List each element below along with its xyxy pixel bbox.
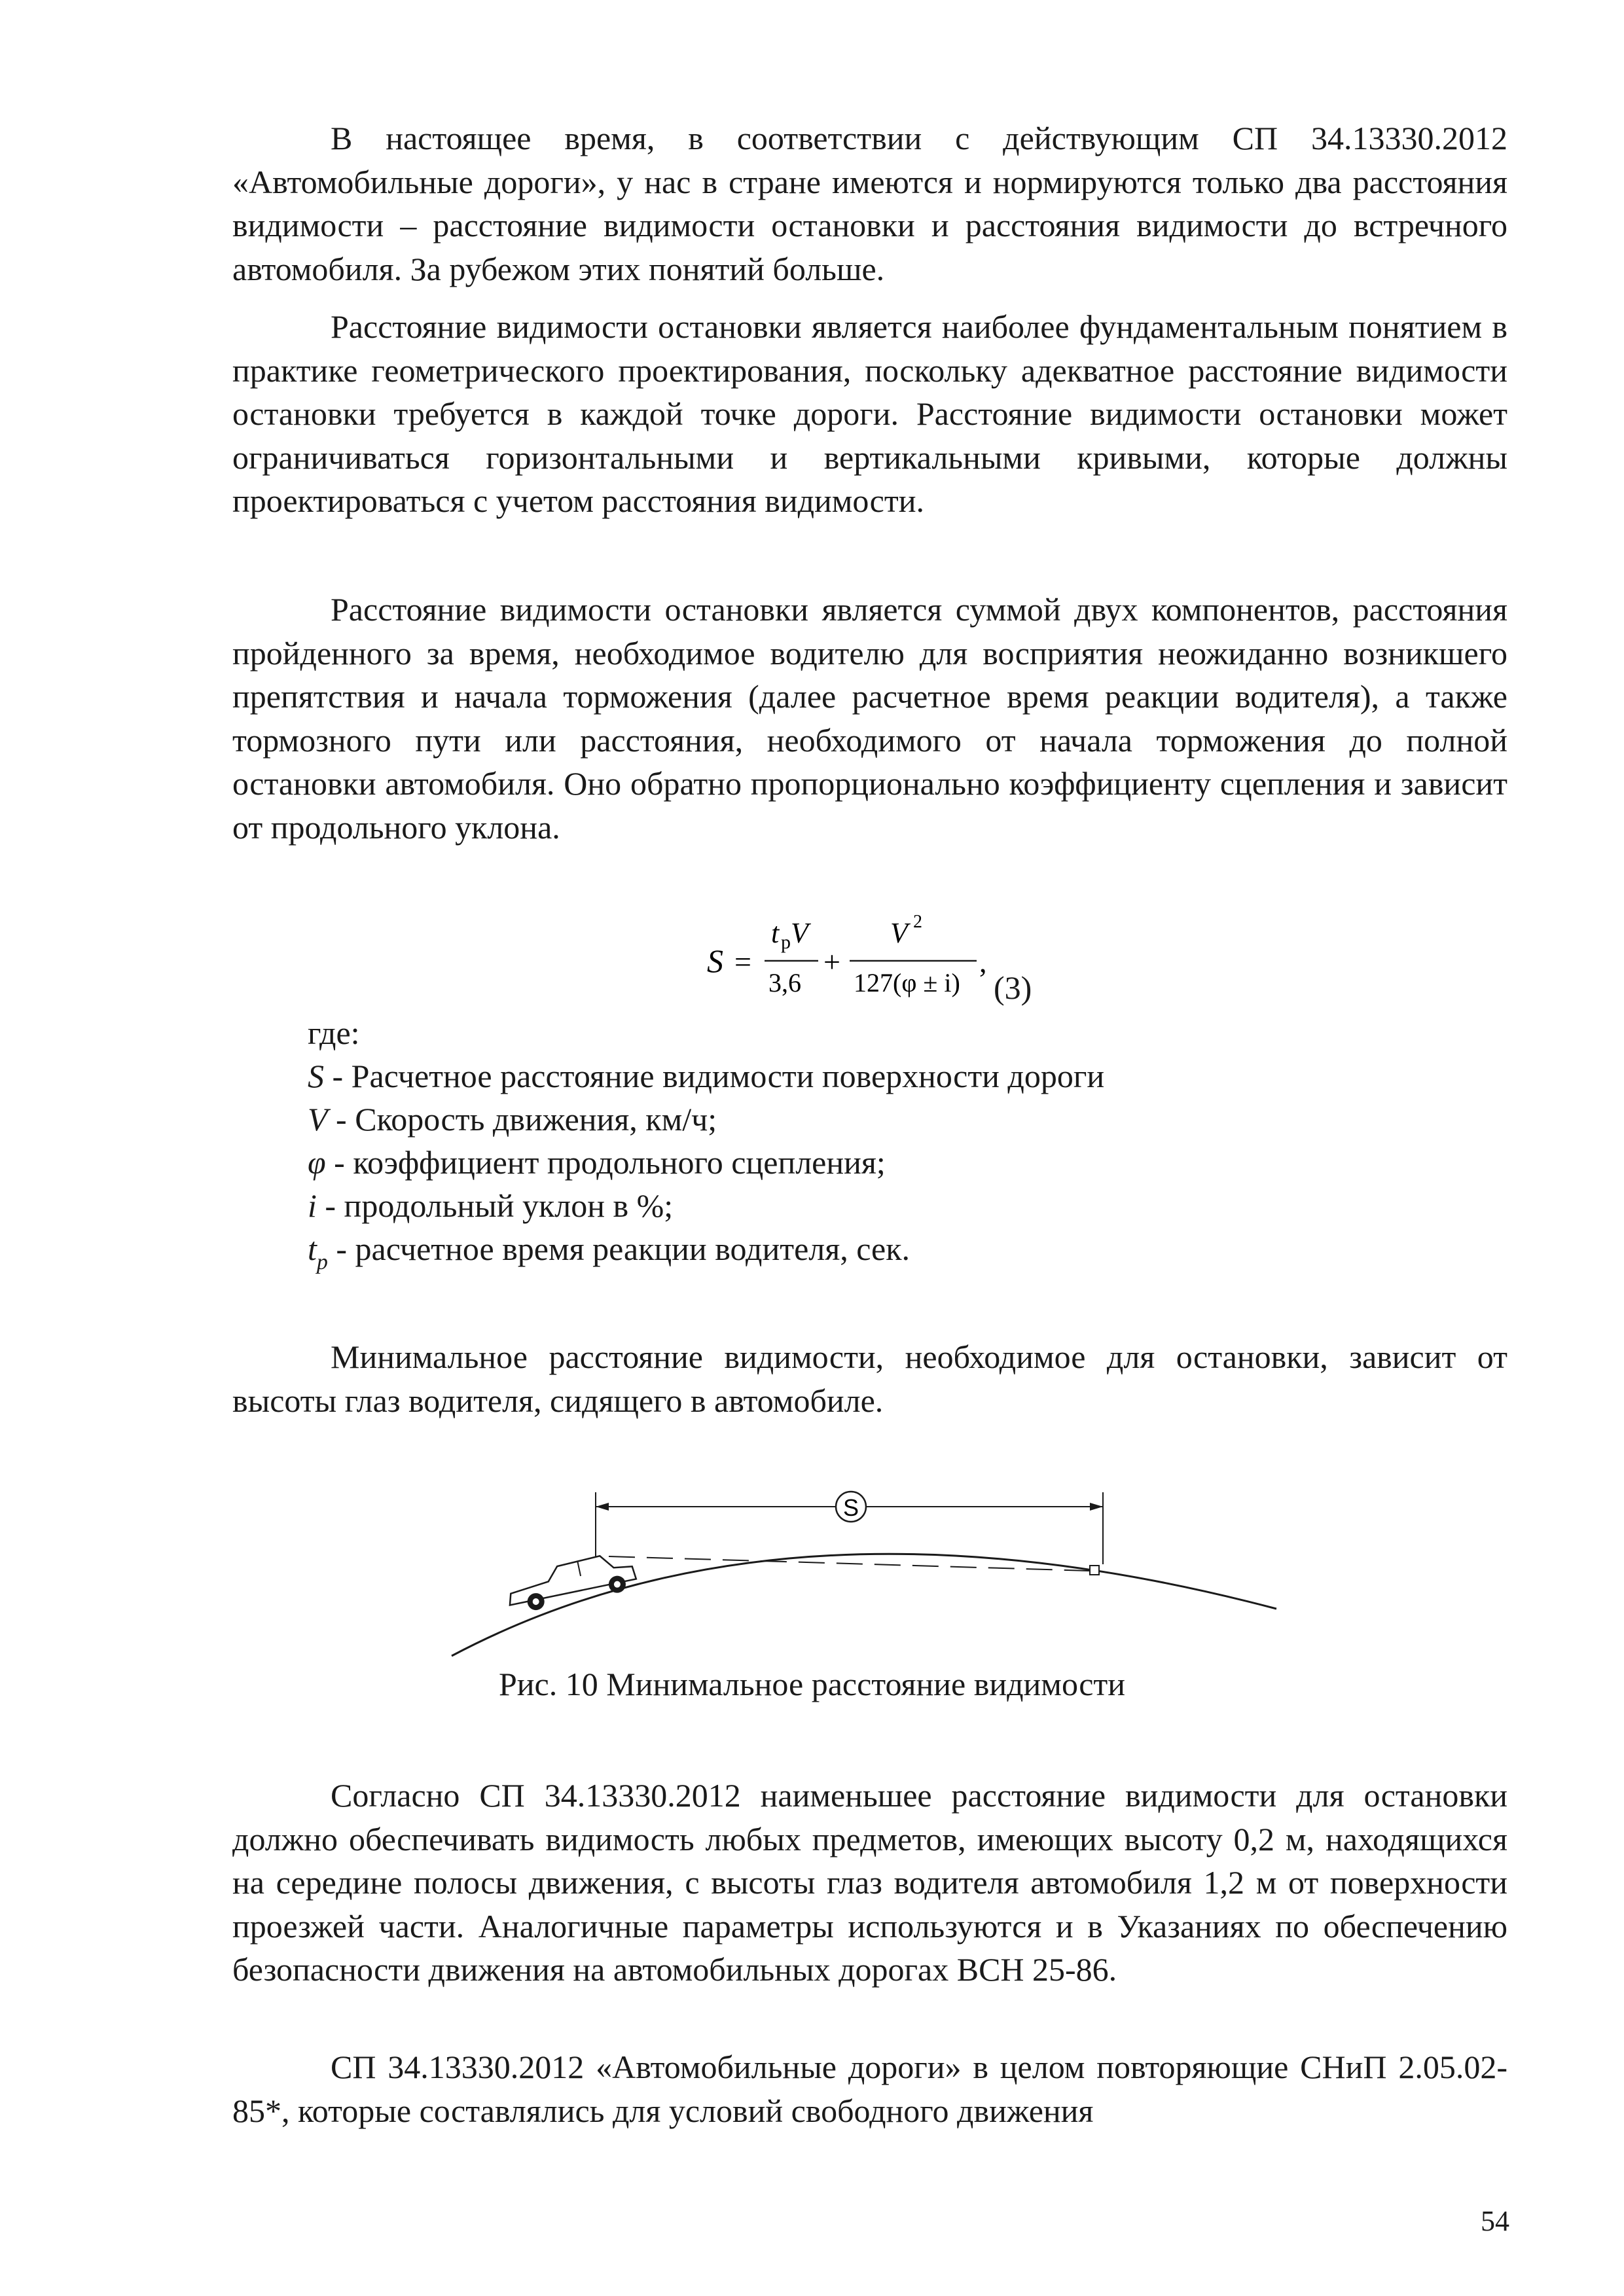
legend-where: где: [308, 1014, 360, 1051]
legend-item: V - Скорость движения, км/ч; [308, 1101, 717, 1138]
formula-num1-sub: р [781, 931, 791, 953]
paragraph-3: Расстояние видимости остановки является суммой двух компонентов, расстояния пройденного за время, необходимое водителю для восприятия неожиданно возникшего препятствия и начала торможения (далее расчетное время реакции водителя), а также тормозного пути или расстояния, необходимого от начала торможения до полной остановки автомобиля. Оно обратно пропорционально коэффициенту сцепления и зависит от продольного уклона. [232, 591, 1507, 846]
equation-number: (3) [994, 969, 1032, 1006]
car-icon [504, 1549, 638, 1615]
formula-eq: = [734, 945, 751, 978]
formula-num2: V [890, 917, 908, 949]
page-number: 54 [1481, 2205, 1509, 2237]
formula-den1: 3,6 [768, 968, 801, 997]
paragraph-1: В настоящее время, в соответствии с действующим СП 34.13330.2012 «Автомобильные дороги», у нас в стране имеются и нормируются только два расстояния видимости – расстояние видимости остановки и расстояния видимости до встречного автомобиля. За рубежом этих понятий больше. [232, 120, 1507, 287]
paragraph-4: Минимальное расстояние видимости, необходимое для остановки, зависит от высоты глаз водителя, сидящего в автомобиле. [232, 1338, 1507, 1419]
formula-lhs: S [707, 942, 723, 979]
paragraph-5: Согласно СП 34.13330.2012 наименьшее расстояние видимости для остановки должно обеспечивать видимость любых предметов, имеющих высоту 0,2 м, находящихся на середине полосы движения, с высоты глаз водителя автомобиля 1,2 м от поверхности проезжей части. Аналогичные параметры используются и в Указаниях по обеспечению безопасности движения на автомобильных дорогах ВСН 25-86. [232, 1777, 1507, 1988]
formula-comma: , [979, 945, 987, 978]
formula-num1-var: V [791, 917, 808, 949]
dim-arrow-right [1090, 1503, 1103, 1511]
legend-item: i - продольный уклон в %; [308, 1187, 674, 1224]
obstacle-object [1090, 1566, 1099, 1575]
dim-arrow-left [596, 1503, 609, 1511]
paragraph-2: Расстояние видимости остановки является наиболее фундаментальным понятием в практике геометрического проектирования, поскольку адекватное расстояние видимости остановки требуется в каждой точке дороги. Расстояние видимости остановки может ограничиваться горизонтальными и вертикальными кривыми, которые должны проектироваться с учетом расстояния видимости. [232, 308, 1507, 519]
formula-legend [308, 1011, 1104, 1284]
legend-item: φ - коэффициент продольного сцепления; [308, 1144, 886, 1181]
distance-label: S [842, 1494, 859, 1521]
sight-distance-figure [445, 1466, 1296, 1662]
formula-den2: 127(φ ± i) [854, 968, 960, 997]
legend-item: S - Расчетное расстояние видимости поверхности дороги [308, 1058, 1105, 1094]
formula-plus: + [823, 945, 840, 978]
figure-caption: Рис. 10 Минимальное расстояние видимости [498, 1666, 1125, 1702]
formula-num2-sup: 2 [913, 912, 922, 932]
legend-item: $t_p$ - расчетное время реакции водителя, сек. [308, 1230, 910, 1274]
formula-num1: t [771, 917, 780, 949]
paragraph-6: СП 34.13330.2012 «Автомобильные дороги» в целом повторяющие СНиП 2.05.02-85*, которые составлялись для условий свободного движения [232, 2049, 1507, 2129]
sight-line [609, 1556, 1090, 1571]
